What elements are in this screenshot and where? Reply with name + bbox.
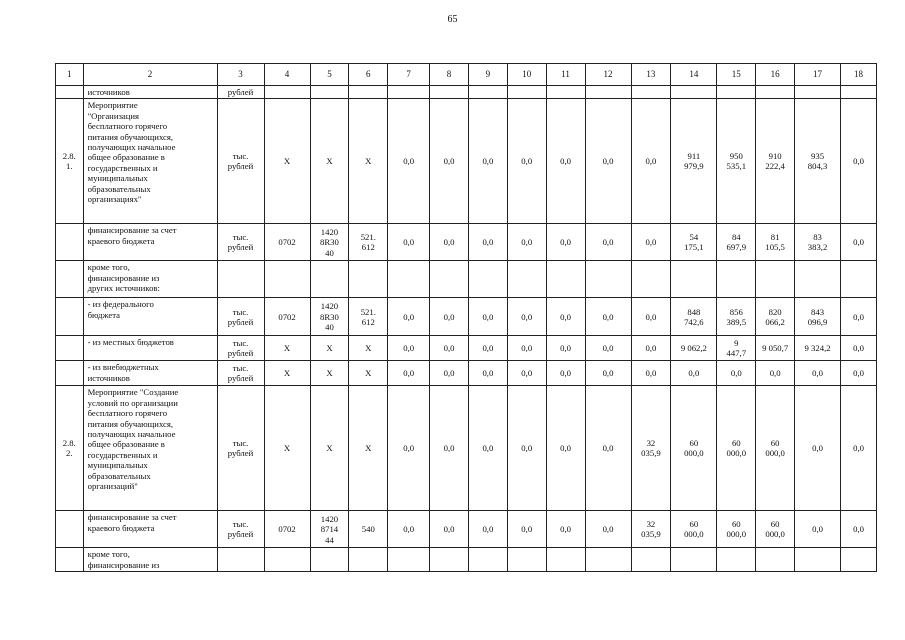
table-cell: 9 324,2 — [795, 336, 841, 361]
table-cell: Х — [349, 361, 388, 386]
table-cell: 950 535,1 — [717, 99, 756, 224]
column-header: 16 — [756, 64, 795, 86]
budget-table — [55, 63, 877, 572]
table-cell: 820 066,2 — [756, 298, 795, 336]
column-header: 7 — [388, 64, 430, 86]
table-cell: 0702 — [264, 511, 310, 548]
table-cell — [671, 261, 717, 298]
description-cell: кроме того, финансирование из — [83, 548, 217, 572]
table-cell — [756, 86, 795, 99]
table-cell: 0,0 — [430, 224, 469, 261]
table-cell: 0,0 — [841, 298, 877, 336]
column-header: 4 — [264, 64, 310, 86]
table-cell: 0,0 — [546, 224, 585, 261]
table-cell: 0,0 — [507, 511, 546, 548]
row-number-cell — [56, 511, 84, 548]
table-cell — [430, 86, 469, 99]
table-row — [56, 336, 877, 361]
table-cell — [841, 548, 877, 572]
description-cell: - из внебюджетных источников — [83, 361, 217, 386]
table-cell: 0,0 — [388, 99, 430, 224]
column-header: 8 — [430, 64, 469, 86]
table-cell: 0,0 — [546, 99, 585, 224]
table-cell: 0,0 — [430, 298, 469, 336]
table-cell: 521. 612 — [349, 224, 388, 261]
table-cell: 0,0 — [631, 298, 671, 336]
table-row — [56, 261, 877, 298]
table-cell: 0,0 — [841, 99, 877, 224]
table-cell: 0,0 — [546, 336, 585, 361]
table-row — [56, 548, 877, 572]
description-cell: - из местных бюджетов — [83, 336, 217, 361]
table-cell: 0,0 — [388, 336, 430, 361]
description-cell: финансирование за счет краевого бюджета — [83, 224, 217, 261]
table-cell: 0,0 — [388, 511, 430, 548]
table-cell: 81 105,5 — [756, 224, 795, 261]
table-cell — [671, 548, 717, 572]
table-cell: тыс. рублей — [217, 298, 264, 336]
table-cell: 0,0 — [631, 361, 671, 386]
table-cell: Х — [264, 361, 310, 386]
table-cell: Х — [264, 386, 310, 511]
description-cell: Мероприятие "Организация бесплатного горячего питания обучающихся, получающих начальное общее образование в государственных и муниципальных образовательных организациях" — [83, 99, 217, 224]
table-cell: 9 062,2 — [671, 336, 717, 361]
table-cell — [795, 548, 841, 572]
table-cell — [430, 548, 469, 572]
table-cell — [349, 86, 388, 99]
table-cell: Х — [349, 99, 388, 224]
table-cell: 0,0 — [585, 224, 631, 261]
table-cell: 0,0 — [468, 99, 507, 224]
column-header: 9 — [468, 64, 507, 86]
table-cell: 32 035,9 — [631, 386, 671, 511]
table-cell — [756, 261, 795, 298]
table-cell: 0,0 — [430, 386, 469, 511]
table-cell: 0,0 — [841, 361, 877, 386]
table-cell — [841, 86, 877, 99]
table-cell: 540 — [349, 511, 388, 548]
table-cell — [349, 548, 388, 572]
column-header: 6 — [349, 64, 388, 86]
table-cell: 0,0 — [585, 336, 631, 361]
table-cell: 0,0 — [507, 298, 546, 336]
table-cell — [430, 261, 469, 298]
table-cell: Х — [310, 336, 349, 361]
table-cell — [310, 548, 349, 572]
table-cell — [671, 86, 717, 99]
table-cell — [349, 261, 388, 298]
table-row — [56, 511, 877, 548]
table-cell: 60 000,0 — [671, 511, 717, 548]
table-row — [56, 86, 877, 99]
table-cell: 0,0 — [717, 361, 756, 386]
table-cell: 0,0 — [388, 386, 430, 511]
table-cell: Х — [264, 99, 310, 224]
table-cell: 1420 8R30 40 — [310, 224, 349, 261]
table-cell — [310, 86, 349, 99]
table-cell — [756, 548, 795, 572]
table-cell: 9 050,7 — [756, 336, 795, 361]
table-cell: 83 383,2 — [795, 224, 841, 261]
table-row — [56, 386, 877, 511]
table-row — [56, 298, 877, 336]
description-cell: - из федерального бюджета — [83, 298, 217, 336]
table-cell: 0,0 — [546, 361, 585, 386]
description-cell: кроме того, финансирование из других источников: — [83, 261, 217, 298]
table-cell — [388, 261, 430, 298]
column-header: 14 — [671, 64, 717, 86]
table-cell: 60 000,0 — [717, 386, 756, 511]
table-cell — [631, 548, 671, 572]
table-row — [56, 224, 877, 261]
table-cell: 0,0 — [507, 336, 546, 361]
table-cell: тыс. рублей — [217, 511, 264, 548]
table-cell — [585, 548, 631, 572]
description-cell: источников — [83, 86, 217, 99]
column-header: 12 — [585, 64, 631, 86]
row-number-cell — [56, 224, 84, 261]
row-number-cell — [56, 361, 84, 386]
table-cell: 1420 8714 44 — [310, 511, 349, 548]
table-cell — [264, 86, 310, 99]
table-cell: 0,0 — [841, 511, 877, 548]
column-header: 5 — [310, 64, 349, 86]
table-cell: 0,0 — [585, 511, 631, 548]
table-cell — [468, 261, 507, 298]
table-cell: тыс. рублей — [217, 361, 264, 386]
table-cell — [217, 261, 264, 298]
table-cell — [585, 86, 631, 99]
table-cell — [310, 261, 349, 298]
table-cell: 0,0 — [631, 224, 671, 261]
table-cell — [546, 261, 585, 298]
table-cell — [507, 548, 546, 572]
table-cell: 60 000,0 — [717, 511, 756, 548]
table-cell: 0,0 — [507, 361, 546, 386]
row-number-cell — [56, 548, 84, 572]
table-cell: 0,0 — [388, 361, 430, 386]
table-cell: 0,0 — [585, 298, 631, 336]
table-cell: 0,0 — [468, 224, 507, 261]
description-cell: финансирование за счет краевого бюджета — [83, 511, 217, 548]
column-header: 15 — [717, 64, 756, 86]
table-row — [56, 361, 877, 386]
table-cell: тыс. рублей — [217, 224, 264, 261]
table-cell: 0,0 — [507, 386, 546, 511]
table-cell: 0,0 — [841, 224, 877, 261]
table-cell: 848 742,6 — [671, 298, 717, 336]
table-cell — [631, 261, 671, 298]
table-cell: 0,0 — [795, 361, 841, 386]
table-cell: 0,0 — [585, 361, 631, 386]
table-cell — [468, 548, 507, 572]
table-cell: Х — [310, 361, 349, 386]
row-number-cell — [56, 86, 84, 99]
row-number-cell — [56, 336, 84, 361]
table-cell: 0,0 — [468, 386, 507, 511]
table-cell: 0,0 — [671, 361, 717, 386]
table-cell: 84 697,9 — [717, 224, 756, 261]
table-cell: 60 000,0 — [756, 386, 795, 511]
row-number-cell: 2.8. 2. — [56, 386, 84, 511]
table-cell: 1420 8R30 40 — [310, 298, 349, 336]
table-cell: 32 035,9 — [631, 511, 671, 548]
table-cell — [585, 261, 631, 298]
column-header: 10 — [507, 64, 546, 86]
table-cell — [468, 86, 507, 99]
table-cell: 911 979,9 — [671, 99, 717, 224]
table-cell: Х — [310, 386, 349, 511]
table-cell — [388, 548, 430, 572]
table-cell: 0,0 — [546, 511, 585, 548]
table-cell: Х — [310, 99, 349, 224]
table-cell: 0,0 — [546, 386, 585, 511]
table-cell: 521. 612 — [349, 298, 388, 336]
table-cell — [264, 261, 310, 298]
table-cell: 0,0 — [430, 99, 469, 224]
table-header-row — [56, 64, 877, 86]
table-cell: 0702 — [264, 298, 310, 336]
table-cell: тыс. рублей — [217, 99, 264, 224]
table-cell: 0,0 — [388, 298, 430, 336]
table-cell — [795, 86, 841, 99]
table-cell: рублей — [217, 86, 264, 99]
table-cell: 0,0 — [507, 224, 546, 261]
table-cell: 60 000,0 — [671, 386, 717, 511]
table-cell: Х — [264, 336, 310, 361]
table-cell — [546, 548, 585, 572]
table-cell: 0702 — [264, 224, 310, 261]
table-cell: 0,0 — [388, 224, 430, 261]
row-number-cell: 2.8. 1. — [56, 99, 84, 224]
table-cell: 0,0 — [468, 298, 507, 336]
table-cell: 0,0 — [841, 386, 877, 511]
column-header: 11 — [546, 64, 585, 86]
table-cell: 843 096,9 — [795, 298, 841, 336]
table-cell: 0,0 — [585, 99, 631, 224]
table-cell — [546, 86, 585, 99]
table-cell — [264, 548, 310, 572]
table-cell: 0,0 — [468, 361, 507, 386]
table-cell — [631, 86, 671, 99]
table-cell — [717, 548, 756, 572]
table-cell: тыс. рублей — [217, 386, 264, 511]
table-cell: 0,0 — [631, 99, 671, 224]
table-cell: 0,0 — [430, 511, 469, 548]
table-cell: 0,0 — [795, 511, 841, 548]
table-cell: тыс. рублей — [217, 336, 264, 361]
table-cell: 856 389,5 — [717, 298, 756, 336]
column-header: 3 — [217, 64, 264, 86]
table-cell — [841, 261, 877, 298]
column-header: 18 — [841, 64, 877, 86]
table-cell: 9 447,7 — [717, 336, 756, 361]
row-number-cell — [56, 298, 84, 336]
table-cell: 60 000,0 — [756, 511, 795, 548]
table-cell: 0,0 — [841, 336, 877, 361]
table-cell: 0,0 — [430, 361, 469, 386]
table-cell: 910 222,4 — [756, 99, 795, 224]
table-cell — [717, 86, 756, 99]
table-cell: Х — [349, 336, 388, 361]
table-cell: Х — [349, 386, 388, 511]
row-number-cell — [56, 261, 84, 298]
column-header: 17 — [795, 64, 841, 86]
table-cell — [795, 261, 841, 298]
table-cell: 0,0 — [430, 336, 469, 361]
column-header: 13 — [631, 64, 671, 86]
table-cell — [217, 548, 264, 572]
column-header: 2 — [83, 64, 217, 86]
column-header: 1 — [56, 64, 84, 86]
table-cell: 0,0 — [795, 386, 841, 511]
table-cell: 0,0 — [507, 99, 546, 224]
table-cell: 0,0 — [546, 298, 585, 336]
table-cell — [388, 86, 430, 99]
table-cell — [507, 86, 546, 99]
table-cell: 0,0 — [631, 336, 671, 361]
page-number: 65 — [447, 14, 458, 25]
description-cell: Мероприятие "Создание условий по организации бесплатного горячего питания обучающихся, получающих начальное общее образование в государственных и муниципальных образовательных организаций" — [83, 386, 217, 511]
table-cell: 0,0 — [585, 386, 631, 511]
table-cell: 54 175,1 — [671, 224, 717, 261]
table-cell: 0,0 — [468, 336, 507, 361]
table-cell: 935 804,3 — [795, 99, 841, 224]
table-cell: 0,0 — [756, 361, 795, 386]
table-row — [56, 99, 877, 224]
table-cell: 0,0 — [468, 511, 507, 548]
table-cell — [717, 261, 756, 298]
table-cell — [507, 261, 546, 298]
